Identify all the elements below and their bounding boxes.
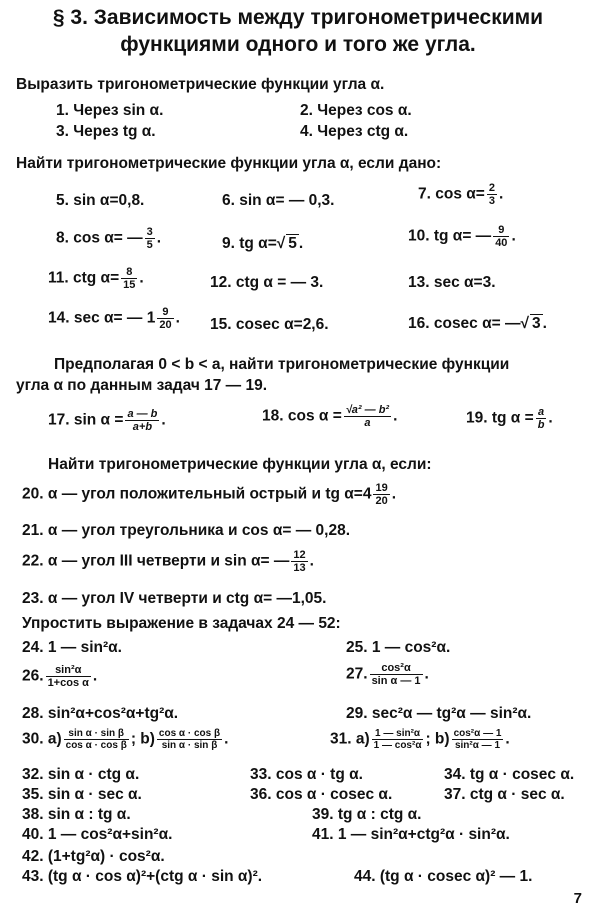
- problem-18: 18. cos α = $\frac{\text{√a² — b²}}{a}$ .: [262, 404, 398, 429]
- problem-23: 23. α — угол IV четверти и ctg α= —1,05.: [22, 590, 327, 607]
- section-heading-line1: § 3. Зависимость между тригонометрическими: [52, 6, 544, 29]
- page-number: 7: [573, 890, 582, 907]
- problem-39: 39. tg α : ctg α.: [312, 806, 422, 823]
- problem-14: 14. sec α= — 1 $\frac{9}{20}$ .: [48, 306, 180, 331]
- problem-31: 31. a) $\frac{\text{1 — sin²α}}{\text{1 — cos²α}}$ ; b) $\frac{\text{cos²α — 1}}{\text{sin²α — 1}}$ .: [330, 728, 510, 751]
- problem-43: 43. (tg α · cos α)²+(ctg α · sin α)².: [22, 868, 263, 885]
- problem-44: 44. (tg α · cosec α)² — 1.: [354, 868, 533, 885]
- problem-40: 40. 1 — cos²α+sin²α.: [22, 826, 173, 843]
- problem-13: 13. sec α=3.: [408, 274, 496, 291]
- problem-33: 33. cos α · tg α.: [250, 766, 363, 783]
- intro-find-given: Найти тригонометрические функции угла α, если дано:: [16, 155, 442, 172]
- problem-21: 21. α — угол треугольника и cos α= — 0,28.: [22, 522, 350, 539]
- problem-9: 9. tg α=√ 5 .: [222, 235, 304, 252]
- problem-38: 38. sin α : tg α.: [22, 806, 131, 823]
- problem-1: 1. Через sin α.: [56, 102, 164, 119]
- problem-42: 42. (1+tg²α) · cos²α.: [22, 848, 165, 865]
- problem-17: 17. sin α = $\frac{a — b}{a+b}$ .: [48, 408, 166, 433]
- problem-24: 24. 1 — sin²α.: [22, 639, 122, 656]
- problem-20: 20. α — угол положительный острый и tg α=4 $\frac{19}{20}$ .: [22, 482, 397, 507]
- problem-15: 15. cosec α=2,6.: [210, 316, 329, 333]
- problem-19: 19. tg α = $\frac{a}{b}$ .: [466, 406, 553, 431]
- problem-2: 2. Через cos α.: [300, 102, 412, 119]
- problem-30: 30. a) $\frac{\text{sin α · sin β}}{\text{cos α · cos β}}$ ; b) $\frac{\text{cos α · cos β}}{\text{sin α · sin β}}$ .: [22, 728, 229, 751]
- problem-11: 11. ctg α= $\frac{8}{15}$ .: [48, 266, 144, 291]
- problem-16: 16. cosec α= —√ 3 .: [408, 315, 547, 332]
- problem-12: 12. ctg α = — 3.: [210, 274, 324, 291]
- problem-3: 3. Через tg α.: [56, 123, 156, 140]
- problem-34: 34. tg α · cosec α.: [444, 766, 575, 783]
- intro-assuming-line2: угла α по данным задач 17 — 19.: [16, 377, 268, 394]
- problem-8: 8. cos α= — $\frac{3}{5}$ .: [56, 226, 162, 251]
- intro-find-if: Найти тригонометрические функции угла α, если:: [48, 456, 432, 473]
- problem-22: 22. α — угол III четверти и sin α= — $\frac{12}{13}$ .: [22, 549, 314, 574]
- problem-5: 5. sin α=0,8.: [56, 192, 145, 209]
- problem-10: 10. tg α= — $\frac{9}{40}$ .: [408, 224, 516, 249]
- problem-36: 36. cos α · cosec α.: [250, 786, 393, 803]
- intro-assuming-line1: Предполагая 0 < b < a, найти тригонометрические функции: [54, 356, 510, 373]
- problem-4: 4. Через ctg α.: [300, 123, 409, 140]
- problem-29: 29. sec²α — tg²α — sin²α.: [346, 705, 532, 722]
- problem-25: 25. 1 — cos²α.: [346, 639, 451, 656]
- problem-32: 32. sin α · ctg α.: [22, 766, 140, 783]
- problem-7: 7. cos α= $\frac{2}{3}$ .: [418, 182, 504, 207]
- intro-simplify: Упростить выражение в задачах 24 — 52:: [22, 615, 341, 632]
- problem-27: 27. $\frac{\text{cos²α}}{\text{sin α — 1}}$ .: [346, 662, 429, 687]
- problem-41: 41. 1 — sin²α+ctg²α · sin²α.: [312, 826, 510, 843]
- problem-37: 37. ctg α · sec α.: [444, 786, 565, 803]
- problem-35: 35. sin α · sec α.: [22, 786, 142, 803]
- intro-express: Выразить тригонометрические функции угла α.: [16, 76, 385, 93]
- section-heading-line2: функциями одного и того же угла.: [120, 33, 476, 56]
- problem-6: 6. sin α= — 0,3.: [222, 192, 335, 209]
- problem-28: 28. sin²α+cos²α+tg²α.: [22, 705, 179, 722]
- problem-26: 26. $\frac{\text{sin²α}}{\text{1+cos α}}$ .: [22, 664, 98, 689]
